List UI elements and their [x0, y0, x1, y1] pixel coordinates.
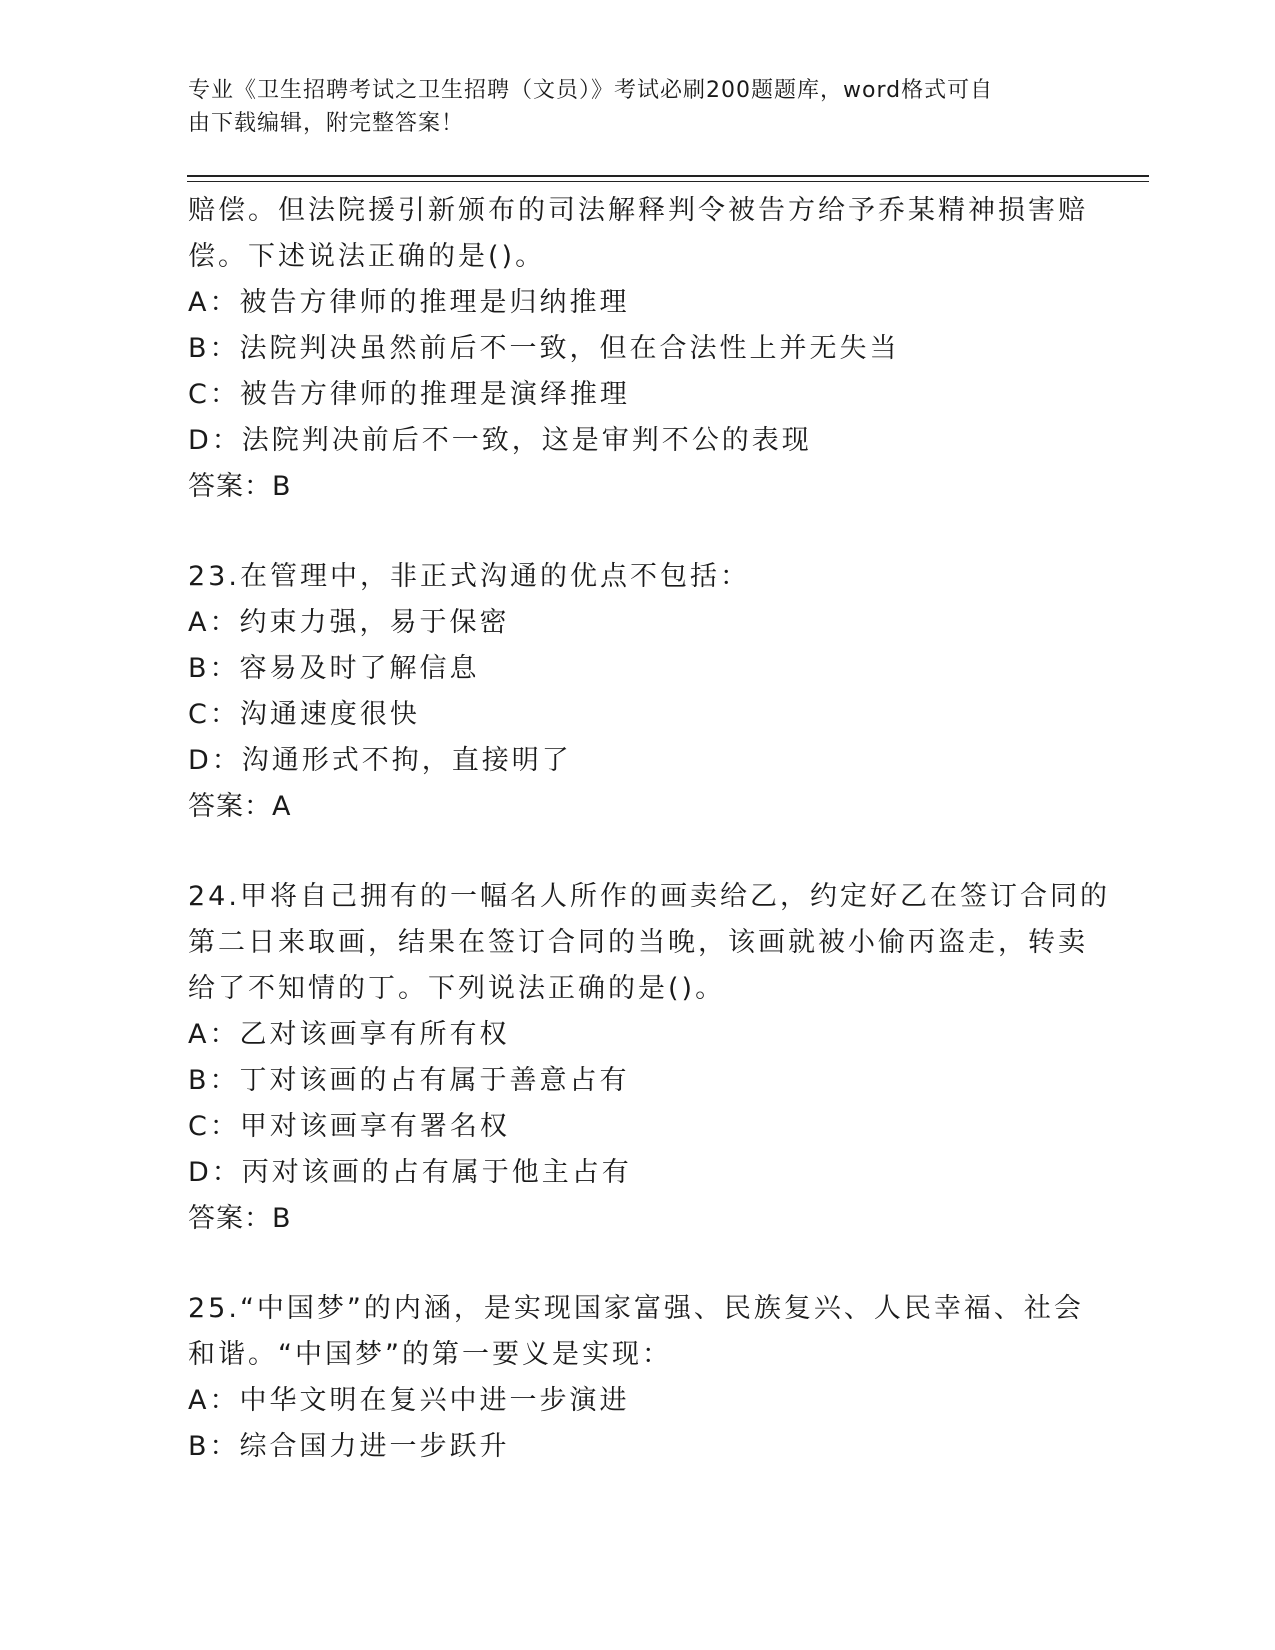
header-line-1: 专业《卫生招聘考试之卫生招聘（文员）》考试必刷200题题库，word格式可自 — [188, 78, 994, 103]
document-header — [188, 74, 1068, 140]
header-rule-thick — [187, 175, 1149, 177]
question-23 — [188, 554, 1088, 830]
question-stem-line: 23.在管理中，非正式沟通的优点不包括： — [188, 561, 750, 592]
option-b: B：丁对该画的占有属于善意占有 — [188, 1065, 630, 1096]
option-b: B：法院判决虽然前后不一致，但在合法性上并无失当 — [188, 333, 900, 364]
option-d: D：法院判决前后不一致，这是审判不公的表现 — [188, 425, 812, 456]
question-stem-line: 24.甲将自己拥有的一幅名人所作的画卖给乙，约定好乙在签订合同的 — [188, 881, 1110, 912]
option-b: B：容易及时了解信息 — [188, 653, 480, 684]
question-content — [188, 188, 1110, 1470]
option-a: A：被告方律师的推理是归纳推理 — [188, 287, 630, 318]
question-stem-line: 第二日来取画，结果在签订合同的当晚，该画就被小偷丙盗走，转卖 — [188, 927, 1088, 958]
answer-line: 答案：A — [188, 791, 292, 822]
question-stem-line: 赔偿。但法院援引新颁布的司法解释判令被告方给予乔某精神损害赔 — [188, 195, 1088, 226]
option-c: C：甲对该画享有署名权 — [188, 1111, 510, 1142]
option-c: C：被告方律师的推理是演绎推理 — [188, 379, 630, 410]
question-stem-line: 和谐。“中国梦”的第一要义是实现： — [188, 1339, 672, 1370]
answer-line: 答案：B — [188, 471, 292, 502]
option-a: A：约束力强，易于保密 — [188, 607, 510, 638]
question-25 — [188, 1286, 1088, 1470]
option-a: A：中华文明在复兴中进一步演进 — [188, 1385, 630, 1416]
option-d: D：沟通形式不拘，直接明了 — [188, 745, 572, 776]
option-d: D：丙对该画的占有属于他主占有 — [188, 1157, 632, 1188]
question-stem-line: 给了不知情的丁。下列说法正确的是()。 — [188, 973, 726, 1004]
question-22 — [188, 188, 1088, 510]
option-c: C：沟通速度很快 — [188, 699, 420, 730]
option-a: A：乙对该画享有所有权 — [188, 1019, 510, 1050]
question-24 — [188, 874, 1110, 1242]
option-b: B：综合国力进一步跃升 — [188, 1431, 510, 1462]
question-stem-line: 25.“中国梦”的内涵，是实现国家富强、民族复兴、人民幸福、社会 — [188, 1293, 1084, 1324]
header-rule-thin — [187, 181, 1149, 182]
answer-line: 答案：B — [188, 1203, 292, 1234]
question-stem-line: 偿。下述说法正确的是()。 — [188, 241, 546, 272]
header-line-2: 由下载编辑，附完整答案！ — [188, 111, 465, 136]
